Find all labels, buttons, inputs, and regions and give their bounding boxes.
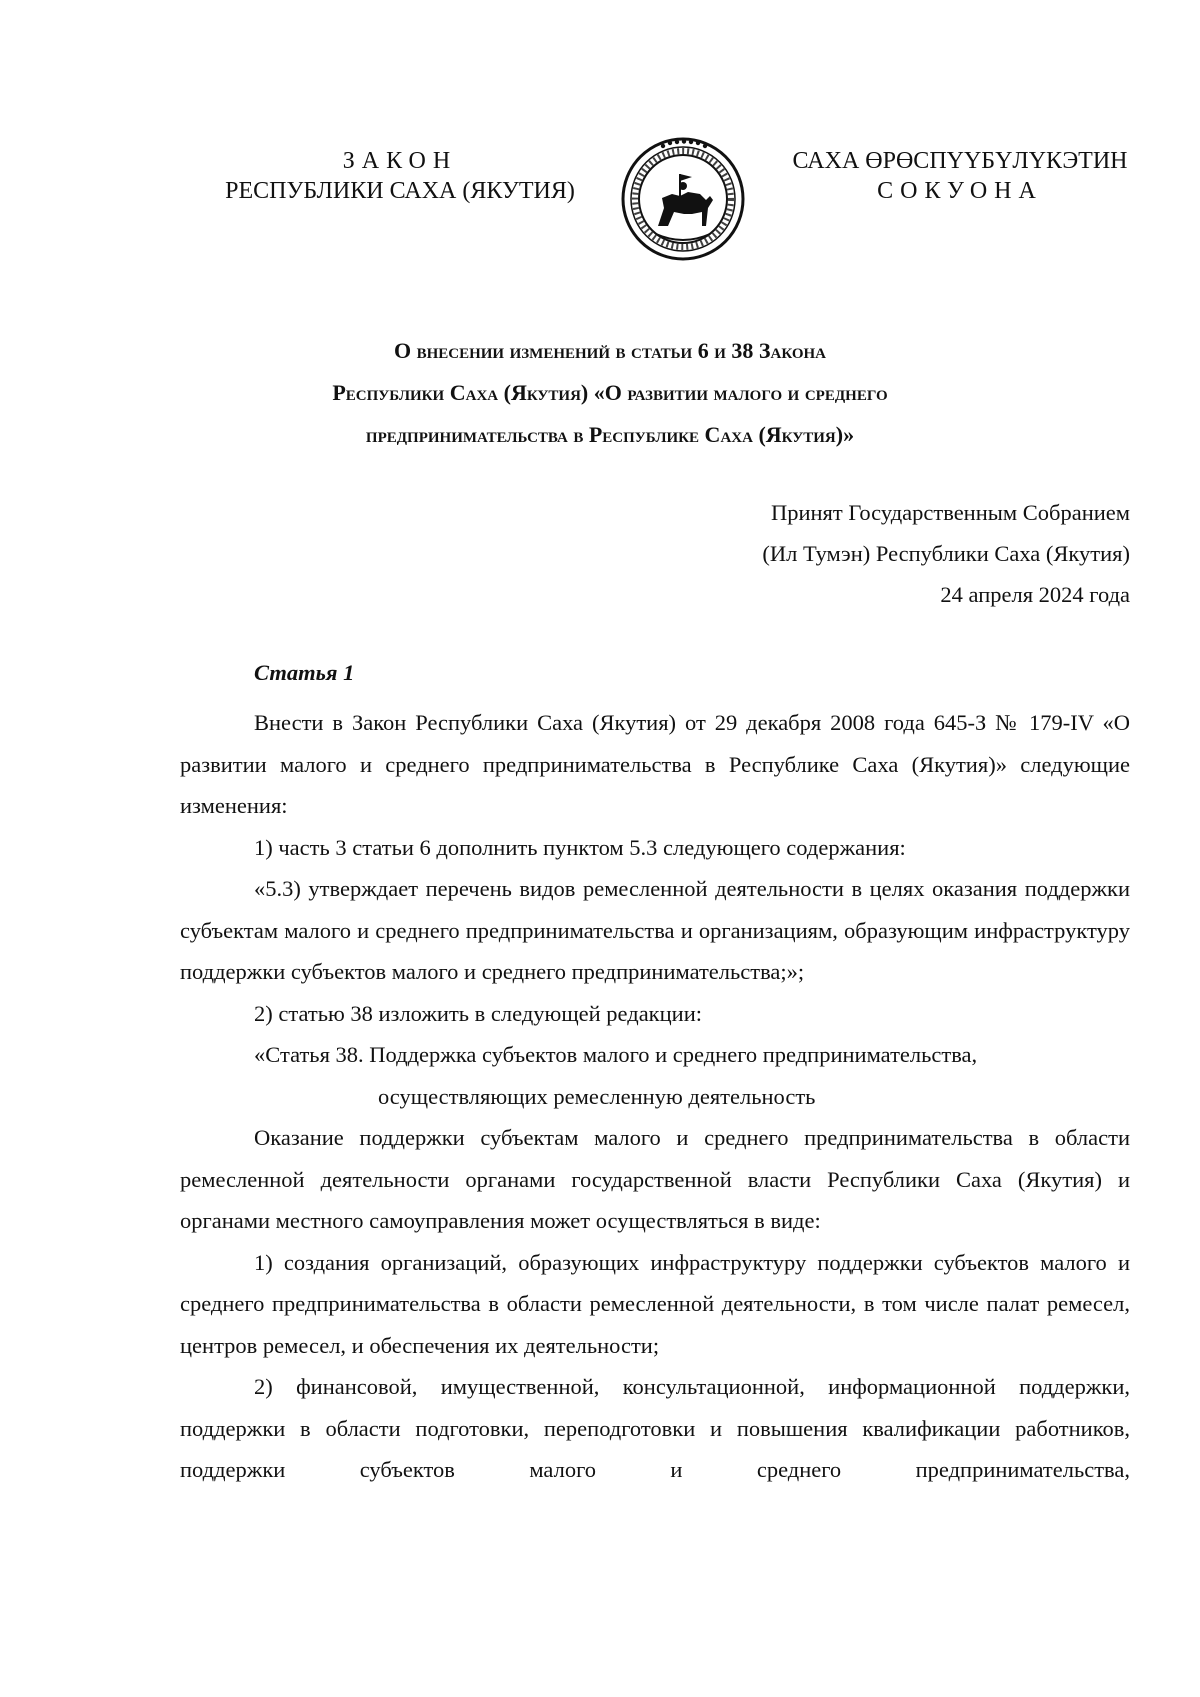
- article-body: [180, 702, 1130, 1491]
- amendment-item-1: 1) часть 3 статьи 6 дополнить пунктом 5.3 следующего содержания:: [254, 834, 906, 860]
- article-38-item-1: 1) создания организаций, образующих инфраструктуру поддержки субъектов малого и среднего предпринимательства в области ремесленной деятельности, в том числе палат ремесел, центров ремесел, и обеспечения их деятельности;: [180, 1249, 1130, 1358]
- title-line2: Республики Саха (Якутия) «О развитии малого и среднего: [332, 380, 888, 405]
- header-left-line1: ЗАКОН: [342, 148, 458, 174]
- amendment-item-2: 2) статью 38 изложить в следующей редакции:: [254, 1000, 702, 1026]
- article-38-title-line2: осуществляющих ремесленную деятельность: [378, 1083, 816, 1109]
- adopted-line1: Принят Государственным Собранием: [770, 500, 1130, 525]
- adopted-date: 24 апреля 2024 года: [940, 582, 1130, 607]
- header-right-line1: САХА ӨРӨСПҮҮБҮЛҮКЭТИН: [792, 148, 1128, 174]
- article-38-item-2: 2) финансовой, имущественной, консультационной, информационной поддержки, поддержки в области подготовки, переподготовки и повышения квалификации работников, поддержки субъектов малого и среднего предпринимательства,: [180, 1374, 1130, 1482]
- title-line3: предпринимательства в Республике Саха (Якутия)»: [365, 422, 855, 447]
- header-right: [780, 146, 1140, 206]
- article-38-title-line1: «Статья 38. Поддержка субъектов малого и среднего предпринимательства,: [254, 1042, 978, 1067]
- article-38-intro: Оказание поддержки субъектам малого и среднего предпринимательства в области ремесленной деятельности органами государственной власти Республики Саха (Якутия) и органами местного самоуправления может осуществляться в виде:: [180, 1125, 1130, 1233]
- document-title: [180, 330, 1040, 456]
- header-left: [210, 146, 590, 206]
- header-left-line2: РЕСПУБЛИКИ САХА (ЯКУТИЯ): [225, 178, 575, 204]
- adopted-line2: (Ил Тумэн) Республики Саха (Якутия): [762, 541, 1130, 566]
- amendment-item-1-text: «5.3) утверждает перечень видов ремесленной деятельности в целях оказания поддержки субъектам малого и среднего предпринимательства и организациям, образующим инфраструктуру поддержки субъектов малого и среднего предпринимательства;»;: [180, 876, 1130, 984]
- article-heading: Статья 1: [254, 660, 355, 685]
- title-line1: О внесении изменений в статьи 6 и 38 Закона: [393, 338, 827, 363]
- article-intro: Внести в Закон Республики Саха (Якутия) от 29 декабря 2008 года 645-З № 179-IV «О развитии малого и среднего предпринимательства в Республике Саха (Якутия)» следующие изменения:: [180, 710, 1130, 818]
- coat-of-arms-emblem-icon: [618, 134, 748, 264]
- adoption-note: [600, 492, 1130, 615]
- header-right-line2: СОКУОНА: [877, 178, 1043, 204]
